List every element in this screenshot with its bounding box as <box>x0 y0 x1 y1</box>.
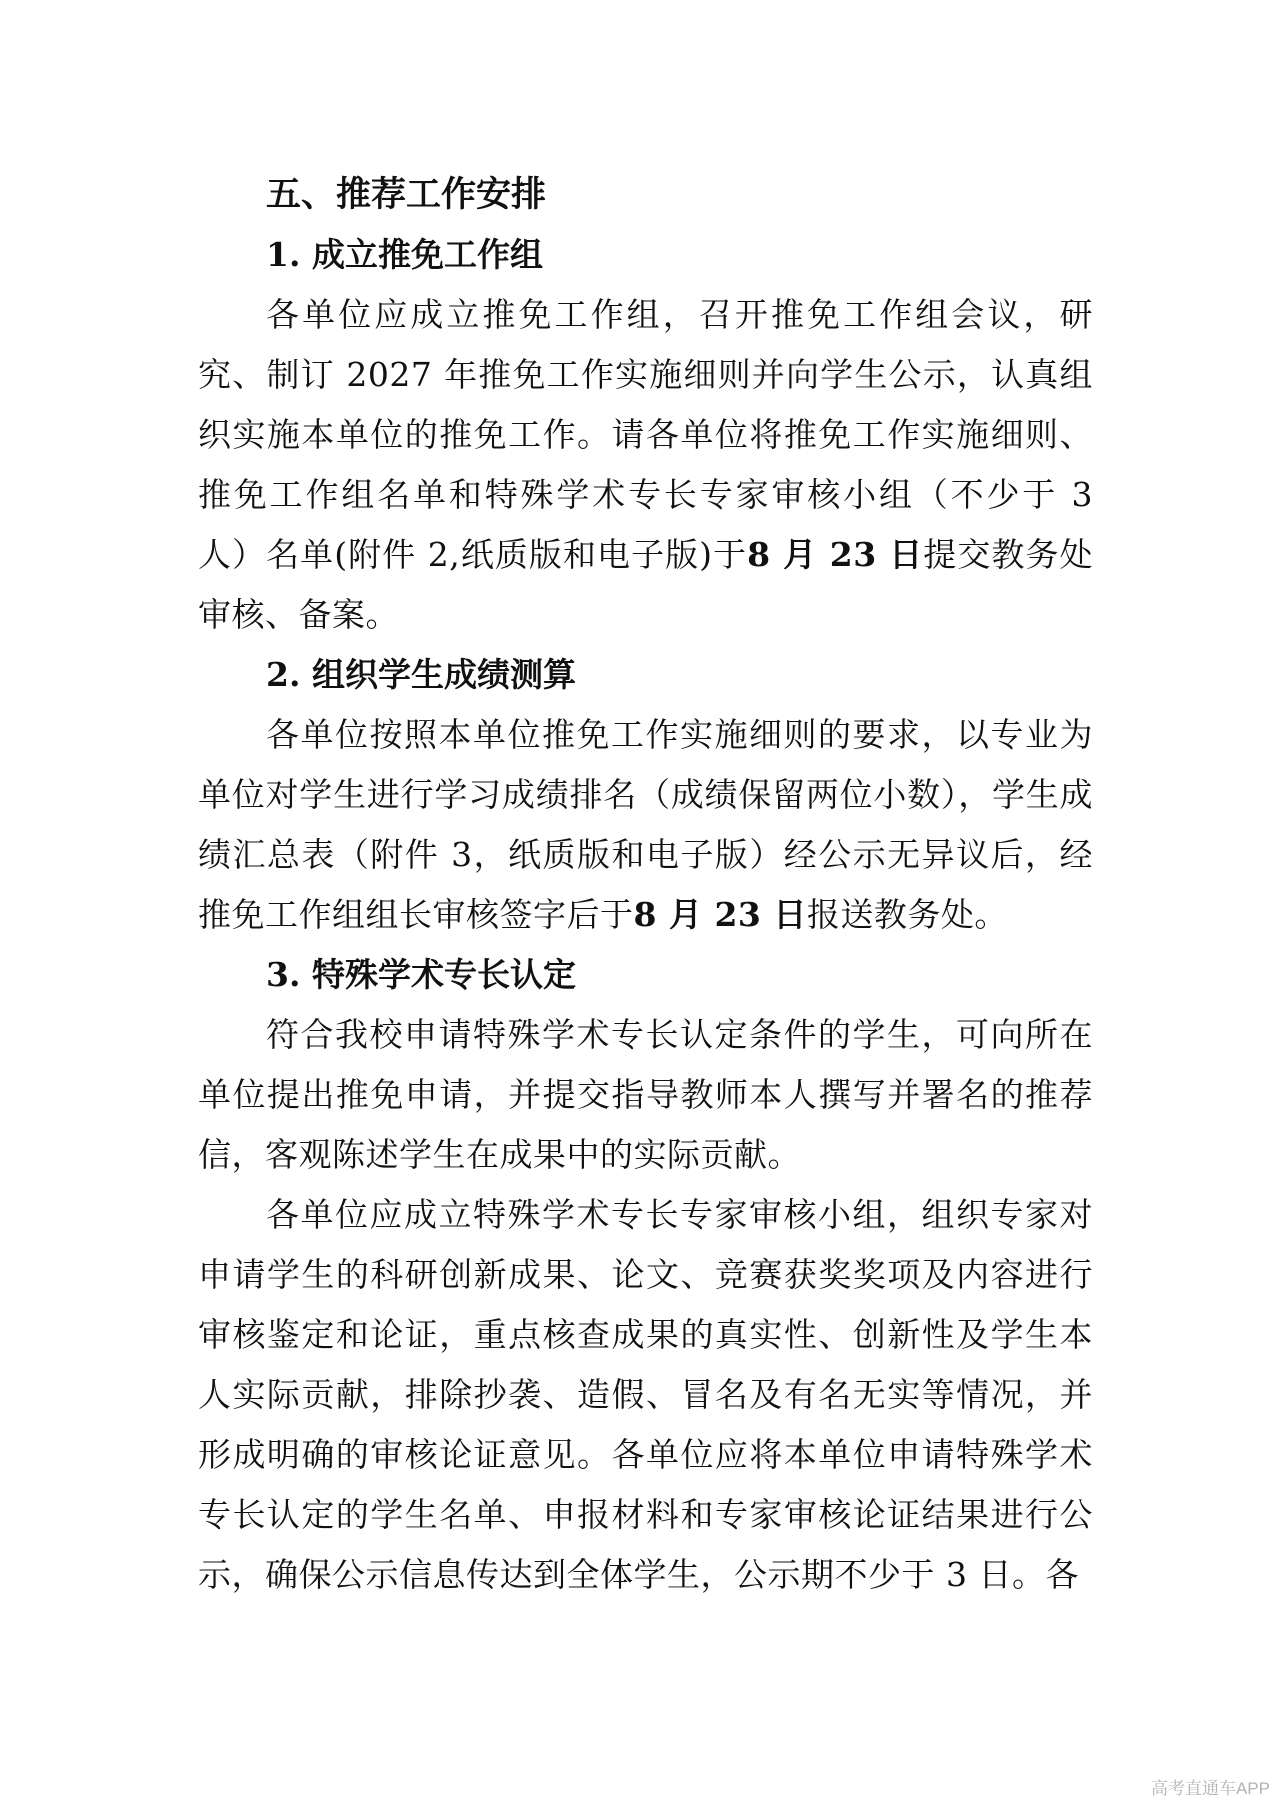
item-2-paragraph <box>198 705 1093 945</box>
item-1-deadline: 8 月 23 日 <box>747 535 924 574</box>
item-2-deadline: 8 月 23 日 <box>633 895 807 934</box>
document-page <box>198 165 1093 1605</box>
item-3-paragraph-2-text: 各单位应成立特殊学术专长专家审核小组，组织专家对申请学生的科研创新成果、论文、竞赛获奖奖项及内容进行审核鉴定和论证，重点核查成果的真实性、创新性及学生本人实际贡献，排除抄袭、造假、冒名及有名无实等情况，并形成明确的审核论证意见。各单位应将本单位申请特殊学术专长认定的学生名单、申报材料和专家审核论证结果进行公示，确保公示信息传达到全体学生，公示期不少于 3 日。各 <box>198 1195 1093 1594</box>
item-2-heading: 2. 组织学生成绩测算 <box>266 655 576 694</box>
item-3-paragraph-1-text: 符合我校申请特殊学术专长认定条件的学生，可向所在单位提出推免申请，并提交指导教师本人撰写并署名的推荐信，客观陈述学生在成果中的实际贡献。 <box>198 1015 1093 1174</box>
section-title: 五、推荐工作安排 <box>266 174 547 215</box>
item-3-paragraph-1 <box>198 1005 1093 1185</box>
item-2-paragraph-text: 各单位按照本单位推免工作实施细则的要求，以专业为单位对学生进行学习成绩排名（成绩保留两位小数），学生成绩汇总表（附件 3，纸质版和电子版）经公示无异议后，经推免工作组组长审核签字后于 <box>198 715 1093 934</box>
item-3-paragraph-2 <box>198 1185 1093 1605</box>
item-1-paragraph-tail: 提交教务处审核、备案。 <box>198 535 1094 634</box>
item-3-heading: 3. 特殊学术专长认定 <box>266 955 576 994</box>
watermark: 高考直通车APP <box>1150 1779 1270 1798</box>
item-2-paragraph-tail: 报送教务处。 <box>806 895 1008 934</box>
item-1-paragraph <box>198 285 1093 645</box>
item-1-heading: 1. 成立推免工作组 <box>266 235 543 274</box>
item-1-paragraph-text: 各单位应成立推免工作组，召开推免工作组会议，研究、制订 2027 年推免工作实施细则并向学生公示，认真组织实施本单位的推免工作。请各单位将推免工作实施细则、推免工作组名单和特殊学术专长专家审核小组（不少于 3 人）名单(附件 2,纸质版和电子版)于 <box>198 295 1093 574</box>
